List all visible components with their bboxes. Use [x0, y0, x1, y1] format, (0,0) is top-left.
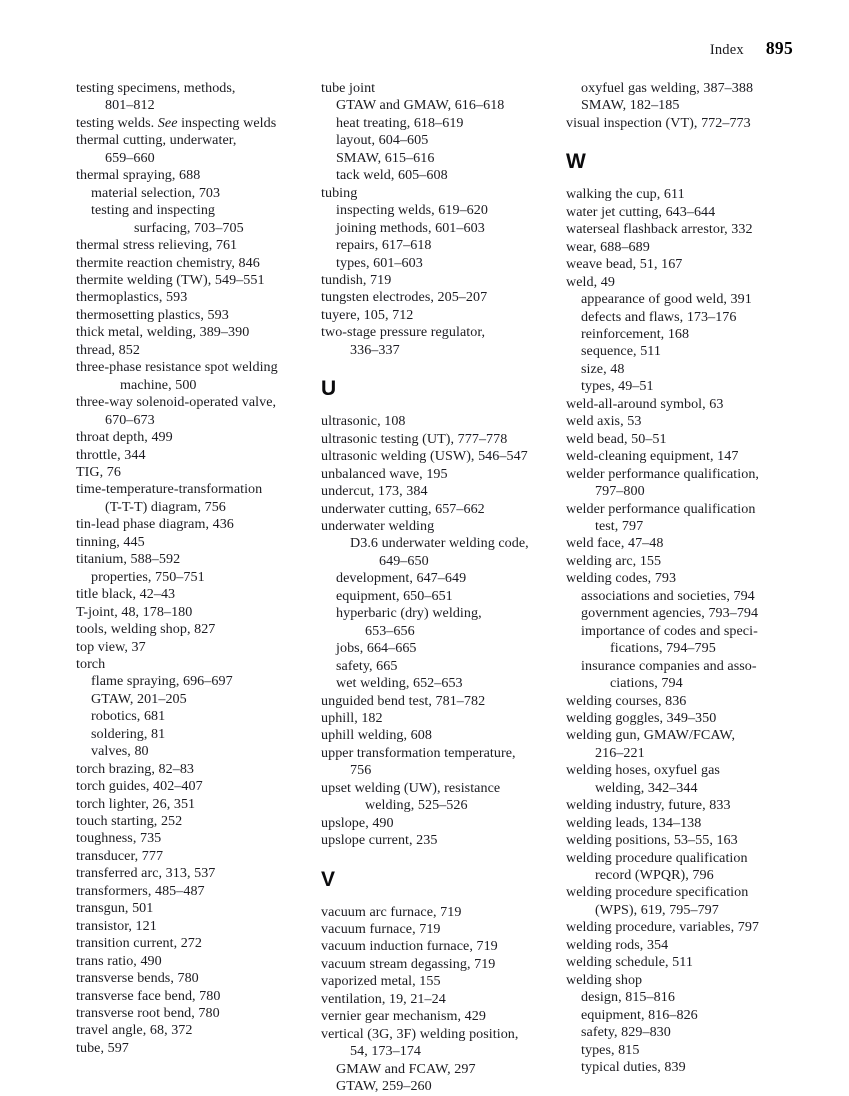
index-entry — [76, 621, 321, 638]
index-entry — [76, 604, 321, 621]
index-entry — [76, 848, 321, 865]
index-entry — [321, 80, 566, 185]
index-entry — [566, 274, 811, 396]
index-entry — [76, 1022, 321, 1039]
index-entry-line: weld, 49 — [566, 273, 615, 290]
index-entry-line: weld face, 47–48 — [566, 535, 664, 552]
index-entry-line: 801–812 — [105, 97, 155, 114]
index-entry-line: GTAW, 201–205 — [91, 690, 187, 707]
index-entry — [321, 973, 566, 990]
index-entry-line: welding procedure specification — [566, 884, 749, 901]
index-entry-line: material selection, 703 — [91, 184, 221, 201]
index-entry — [321, 1008, 566, 1025]
index-entry-line: jobs, 664–665 — [336, 640, 417, 657]
index-entry-line: vertical (3G, 3F) welding position, — [321, 1025, 519, 1042]
page-number: 895 — [765, 38, 793, 58]
index-entry — [566, 256, 811, 273]
index-entry-line: welding, 342–344 — [595, 779, 698, 796]
index-entry-line: tack weld, 605–608 — [336, 167, 448, 184]
index-entry-line: typical duties, 839 — [581, 1059, 686, 1076]
index-entry-line: welding schedule, 511 — [566, 954, 693, 971]
index-entry-line: vacuum stream degassing, 719 — [321, 955, 496, 972]
index-entry-line: tubing — [321, 184, 358, 201]
index-entry — [76, 551, 321, 586]
index-entry — [566, 431, 811, 448]
index-entry-line: defects and flaws, 173–176 — [581, 308, 737, 325]
index-entry-line: thermoplastics, 593 — [76, 289, 188, 306]
index-entry-line: wet welding, 652–653 — [336, 675, 463, 692]
index-entry-line: transition current, 272 — [76, 935, 203, 952]
index-entry-line: 649–650 — [379, 552, 429, 569]
index-entry — [566, 535, 811, 552]
index-entry — [76, 656, 321, 761]
index-entry-line: thermite reaction chemistry, 846 — [76, 254, 260, 271]
index-entry-line: 756 — [350, 762, 372, 779]
index-entry — [321, 448, 566, 465]
index-entry — [76, 516, 321, 533]
index-entry-line: vacuum induction furnace, 719 — [321, 938, 498, 955]
index-entry-line: waterseal flashback arrestor, 332 — [566, 221, 753, 238]
index-entry — [76, 970, 321, 987]
index-entry — [76, 586, 321, 603]
index-letter-heading: W — [566, 150, 587, 174]
index-entry — [566, 239, 811, 256]
index-entry-line: thermite welding (TW), 549–551 — [76, 271, 265, 288]
index-entry-line: testing specimens, methods, — [76, 80, 236, 96]
index-entry — [321, 466, 566, 483]
index-entry-line: (WPS), 619, 795–797 — [595, 901, 719, 918]
index-entry — [76, 447, 321, 464]
index-entry — [76, 1040, 321, 1057]
index-entry-line: vacuum furnace, 719 — [321, 921, 441, 938]
index-entry — [566, 919, 811, 936]
index-entry-line: visual inspection (VT), 772–773 — [566, 114, 751, 131]
index-entry-line: vaporized metal, 155 — [321, 973, 441, 990]
index-entry-line: welding rods, 354 — [566, 936, 669, 953]
index-entry — [566, 937, 811, 954]
index-entry-line: torch — [76, 655, 106, 672]
index-entry-line: underwater cutting, 657–662 — [321, 500, 485, 517]
index-entry — [321, 904, 566, 921]
index-entry-line: types, 49–51 — [581, 378, 654, 395]
index-entry — [76, 918, 321, 935]
index-entry-line: weld axis, 53 — [566, 413, 642, 430]
index-entry-line: water jet cutting, 643–644 — [566, 203, 716, 220]
index-entry-line: upslope, 490 — [321, 814, 394, 831]
index-entry — [76, 324, 321, 341]
index-entry — [321, 483, 566, 500]
index-entry-line: vernier gear mechanism, 429 — [321, 1008, 486, 1025]
index-entry-line: fications, 794–795 — [610, 640, 716, 657]
index-entry-line: welding procedure qualification — [566, 849, 748, 866]
index-entry-line: oxyfuel gas welding, 387–388 — [581, 80, 754, 96]
index-entry — [566, 954, 811, 971]
index-entry-line: tools, welding shop, 827 — [76, 621, 216, 638]
index-entry-line: throat depth, 499 — [76, 429, 173, 446]
index-entry-line: record (WPQR), 796 — [595, 867, 714, 884]
index-entry-line: welding, 525–526 — [365, 797, 468, 814]
index-entry-line: appearance of good weld, 391 — [581, 291, 752, 308]
index-entry — [321, 780, 566, 815]
index-entry — [321, 431, 566, 448]
index-entry-line: safety, 665 — [336, 657, 398, 674]
index-entry-line: equipment, 816–826 — [581, 1006, 698, 1023]
index-entry — [321, 324, 566, 359]
index-entry-line: three-phase resistance spot welding — [76, 359, 278, 376]
index-entry — [321, 307, 566, 324]
index-entry-line: 216–221 — [595, 744, 645, 761]
index-entry-line: size, 48 — [581, 360, 625, 377]
index-entry-line: T-joint, 48, 178–180 — [76, 603, 193, 620]
index-entry-line: uphill, 182 — [321, 709, 383, 726]
index-entry-line: unguided bend test, 781–782 — [321, 692, 486, 709]
index-entry-line: upslope current, 235 — [321, 832, 438, 849]
index-entry — [566, 832, 811, 849]
index-entry — [566, 413, 811, 430]
index-entry-line: development, 647–649 — [336, 570, 467, 587]
index-entry-line: time-temperature-transformation — [76, 481, 263, 498]
index-entry — [321, 501, 566, 518]
index-entry — [76, 429, 321, 446]
index-column-2 — [321, 80, 566, 1096]
index-entry-line: importance of codes and speci- — [581, 622, 758, 639]
index-entry-line: underwater welding — [321, 517, 435, 534]
index-entry — [321, 745, 566, 780]
index-entry — [321, 289, 566, 306]
index-entry-line: welding hoses, oxyfuel gas — [566, 762, 720, 779]
index-entry — [566, 815, 811, 832]
index-entry-line: three-way solenoid-operated valve, — [76, 394, 277, 411]
index-entry-line: welder performance qualification — [566, 500, 756, 517]
index-entry — [76, 394, 321, 429]
index-entry — [566, 884, 811, 919]
index-entry-line: transverse bends, 780 — [76, 970, 199, 987]
index-entry-line: surfacing, 703–705 — [134, 219, 244, 236]
index-entry-line: trans ratio, 490 — [76, 952, 162, 969]
index-entry — [566, 448, 811, 465]
index-entry-line: upset welding (UW), resistance — [321, 779, 501, 796]
index-entry-line: transducer, 777 — [76, 847, 164, 864]
index-entry — [76, 534, 321, 551]
index-entry — [566, 850, 811, 885]
index-entry-line: weld-cleaning equipment, 147 — [566, 448, 739, 465]
running-head — [710, 38, 793, 59]
index-entry-line: thread, 852 — [76, 341, 140, 358]
index-entry-line: welding arc, 155 — [566, 552, 662, 569]
index-entry — [566, 204, 811, 221]
index-entry — [76, 953, 321, 970]
index-entry — [566, 221, 811, 238]
index-entry-line: testing and inspecting — [91, 202, 216, 219]
index-entry-line: 653–656 — [365, 622, 415, 639]
index-entry-line: types, 601–603 — [336, 254, 423, 271]
index-entry — [321, 693, 566, 710]
index-entry — [76, 796, 321, 813]
index-entry — [321, 832, 566, 849]
index-entry-line: thermal stress relieving, 761 — [76, 237, 238, 254]
index-entry — [321, 938, 566, 955]
index-entry-line: ultrasonic, 108 — [321, 413, 406, 430]
index-entry-line: test, 797 — [595, 517, 644, 534]
index-entry-line: safety, 829–830 — [581, 1024, 671, 1041]
index-entry-line: associations and societies, 794 — [581, 587, 755, 604]
index-entry-line — [76, 115, 321, 132]
index-entry-line: 797–800 — [595, 483, 645, 500]
entry-text: testing welds. — [76, 114, 158, 131]
index-entry — [76, 988, 321, 1005]
index-entry — [76, 289, 321, 306]
index-entry-line: transverse root bend, 780 — [76, 1005, 220, 1022]
index-entry — [321, 518, 566, 693]
index-entry-line: throttle, 344 — [76, 446, 146, 463]
index-entry-line: joining methods, 601–603 — [336, 219, 485, 236]
index-entry-line: SMAW, 182–185 — [581, 97, 680, 114]
index-entry-line: weld bead, 50–51 — [566, 430, 667, 447]
index-entry — [76, 464, 321, 481]
index-entry-line: ultrasonic welding (USW), 546–547 — [321, 448, 528, 465]
index-entry — [76, 342, 321, 359]
index-entry-line: SMAW, 615–616 — [336, 149, 435, 166]
index-entry-line: undercut, 173, 384 — [321, 483, 428, 500]
index-entry-line: welding courses, 836 — [566, 692, 687, 709]
index-entry-line: tin-lead phase diagram, 436 — [76, 516, 234, 533]
index-entry — [566, 553, 811, 570]
index-entry — [76, 761, 321, 778]
see-target: inspecting welds — [177, 114, 277, 131]
index-entry — [321, 921, 566, 938]
index-entry — [76, 359, 321, 394]
index-entry-line: torch guides, 402–407 — [76, 778, 203, 795]
index-entry — [76, 813, 321, 830]
index-entry-line: weave bead, 51, 167 — [566, 256, 683, 273]
index-letter-heading: U — [321, 377, 337, 401]
index-entry-line: welding procedure, variables, 797 — [566, 919, 760, 936]
index-entry — [76, 272, 321, 289]
index-entry-line: uphill welding, 608 — [321, 727, 432, 744]
index-entry — [566, 710, 811, 727]
index-entry-line: two-stage pressure regulator, — [321, 324, 486, 341]
index-entry — [76, 255, 321, 272]
index-entry — [76, 935, 321, 952]
index-entry-line: flame spraying, 696–697 — [91, 673, 233, 690]
index-entry-line: machine, 500 — [120, 376, 197, 393]
index-entry — [76, 883, 321, 900]
index-entry-line: welding goggles, 349–350 — [566, 709, 717, 726]
index-entry — [76, 115, 321, 132]
index-entry-line: welding gun, GMAW/FCAW, — [566, 727, 736, 744]
index-entry-line: valves, 80 — [91, 743, 149, 760]
index-entry — [321, 272, 566, 289]
index-entry-line: repairs, 617–618 — [336, 237, 432, 254]
index-entry — [76, 1005, 321, 1022]
index-entry — [566, 693, 811, 710]
index-entry-line: 336–337 — [350, 341, 400, 358]
index-entry-line: government agencies, 793–794 — [581, 605, 759, 622]
index-entry-line: heat treating, 618–619 — [336, 114, 464, 131]
index-entry-line: soldering, 81 — [91, 725, 166, 742]
index-entry — [76, 830, 321, 847]
index-entry-line: layout, 604–605 — [336, 132, 429, 149]
index-letter-heading: V — [321, 867, 336, 891]
see-reference: See — [157, 114, 178, 131]
index-entry-line: tuyere, 105, 712 — [321, 306, 414, 323]
index-entry-line: welding industry, future, 833 — [566, 797, 731, 814]
index-entry — [76, 167, 321, 237]
index-entry-line: TIG, 76 — [76, 463, 121, 480]
index-entry — [566, 396, 811, 413]
index-entry-line: transverse face bend, 780 — [76, 987, 221, 1004]
index-entry-line: torch lighter, 26, 351 — [76, 795, 196, 812]
index-entry-line: 54, 173–174 — [350, 1043, 422, 1060]
index-entry — [76, 778, 321, 795]
index-entry-line: transgun, 501 — [76, 900, 154, 917]
index-entry-line: tundish, 719 — [321, 271, 392, 288]
index-entry-line: tube joint — [321, 80, 376, 96]
index-entry-line: vacuum arc furnace, 719 — [321, 903, 462, 920]
index-entry-line: (T-T-T) diagram, 756 — [105, 498, 226, 515]
index-entry-line: title black, 42–43 — [76, 586, 176, 603]
index-entry-line: insurance companies and asso- — [581, 657, 757, 674]
running-head-label: Index — [709, 42, 744, 58]
index-entry-line: travel angle, 68, 372 — [76, 1022, 193, 1039]
index-entry — [566, 797, 811, 814]
index-entry — [566, 501, 811, 536]
index-entry-line: thermosetting plastics, 593 — [76, 306, 229, 323]
index-entry — [76, 900, 321, 917]
index-entry — [321, 710, 566, 727]
index-entry-line: titanium, 588–592 — [76, 551, 181, 568]
index-entry-line: robotics, 681 — [91, 708, 166, 725]
index-entry-line: inspecting welds, 619–620 — [336, 202, 488, 219]
index-entry-line: upper transformation temperature, — [321, 744, 516, 761]
index-entry-line: weld-all-around symbol, 63 — [566, 395, 724, 412]
index-entry-line: GTAW, 259–260 — [336, 1078, 432, 1095]
index-entry — [76, 132, 321, 167]
index-entry — [566, 466, 811, 501]
index-entry-line: thermal spraying, 688 — [76, 167, 201, 184]
index-entry — [76, 865, 321, 882]
index-entry-line: transistor, 121 — [76, 917, 157, 934]
index-entry — [76, 639, 321, 656]
index-entry — [566, 762, 811, 797]
index-entry-line: walking the cup, 611 — [566, 186, 685, 203]
index-entry-line: welding leads, 134–138 — [566, 814, 702, 831]
index-entry-line: toughness, 735 — [76, 830, 162, 847]
index-entry-line: tube, 597 — [76, 1039, 129, 1056]
index-entry-line: GTAW and GMAW, 616–618 — [336, 97, 505, 114]
index-entry — [566, 727, 811, 762]
index-entry — [566, 972, 811, 1077]
index-entry-line: design, 815–816 — [581, 989, 675, 1006]
index-entry-line: GMAW and FCAW, 297 — [336, 1060, 476, 1077]
index-entry-line: transferred arc, 313, 537 — [76, 865, 216, 882]
index-entry-line: D3.6 underwater welding code, — [350, 535, 529, 552]
index-entry — [321, 413, 566, 430]
index-entry-line: ultrasonic testing (UT), 777–778 — [321, 430, 508, 447]
index-entry — [76, 237, 321, 254]
index-column-3 — [566, 80, 811, 1096]
index-entry-line: thick metal, welding, 389–390 — [76, 324, 250, 341]
index-entry-line: wear, 688–689 — [566, 238, 650, 255]
index-entry-line: 670–673 — [105, 411, 155, 428]
index-entry-line: tinning, 445 — [76, 533, 145, 550]
index-entry — [321, 815, 566, 832]
index-entry — [76, 481, 321, 516]
index-entry-line: top view, 37 — [76, 638, 146, 655]
index-entry — [566, 115, 811, 132]
index-entry — [76, 80, 321, 115]
index-entry — [566, 570, 811, 692]
index-entry-line: hyperbaric (dry) welding, — [336, 605, 482, 622]
index-entry — [76, 307, 321, 324]
index-entry — [566, 80, 811, 115]
index-entry — [321, 727, 566, 744]
index-entry — [321, 1026, 566, 1096]
index-entry-line: ciations, 794 — [610, 675, 683, 692]
index-entry-line: touch starting, 252 — [76, 813, 183, 830]
index-entry-line: transformers, 485–487 — [76, 882, 205, 899]
index-entry-line: welding positions, 53–55, 163 — [566, 832, 738, 849]
index-entry — [321, 956, 566, 973]
index-entry-line: 659–660 — [105, 149, 155, 166]
index-entry-line: thermal cutting, underwater, — [76, 132, 237, 149]
index-entry-line: welding shop — [566, 971, 643, 988]
index-entry-line: properties, 750–751 — [91, 568, 205, 585]
index-entry-line: tungsten electrodes, 205–207 — [321, 289, 488, 306]
index-entry — [321, 185, 566, 272]
index-entry-line: equipment, 650–651 — [336, 587, 453, 604]
index-entry-line: unbalanced wave, 195 — [321, 465, 448, 482]
index-entry-line: torch brazing, 82–83 — [76, 760, 195, 777]
index-entry — [321, 991, 566, 1008]
index-entry-line: welding codes, 793 — [566, 570, 677, 587]
index-entry-line: welder performance qualification, — [566, 465, 759, 482]
index-entry — [566, 186, 811, 203]
index-column-1 — [76, 80, 321, 1096]
index-entry-line: ventilation, 19, 21–24 — [321, 990, 446, 1007]
index-entry-line: reinforcement, 168 — [581, 325, 690, 342]
index-entry-line: sequence, 511 — [581, 343, 661, 360]
index-columns — [76, 80, 821, 1096]
index-entry-line: types, 815 — [581, 1041, 640, 1058]
